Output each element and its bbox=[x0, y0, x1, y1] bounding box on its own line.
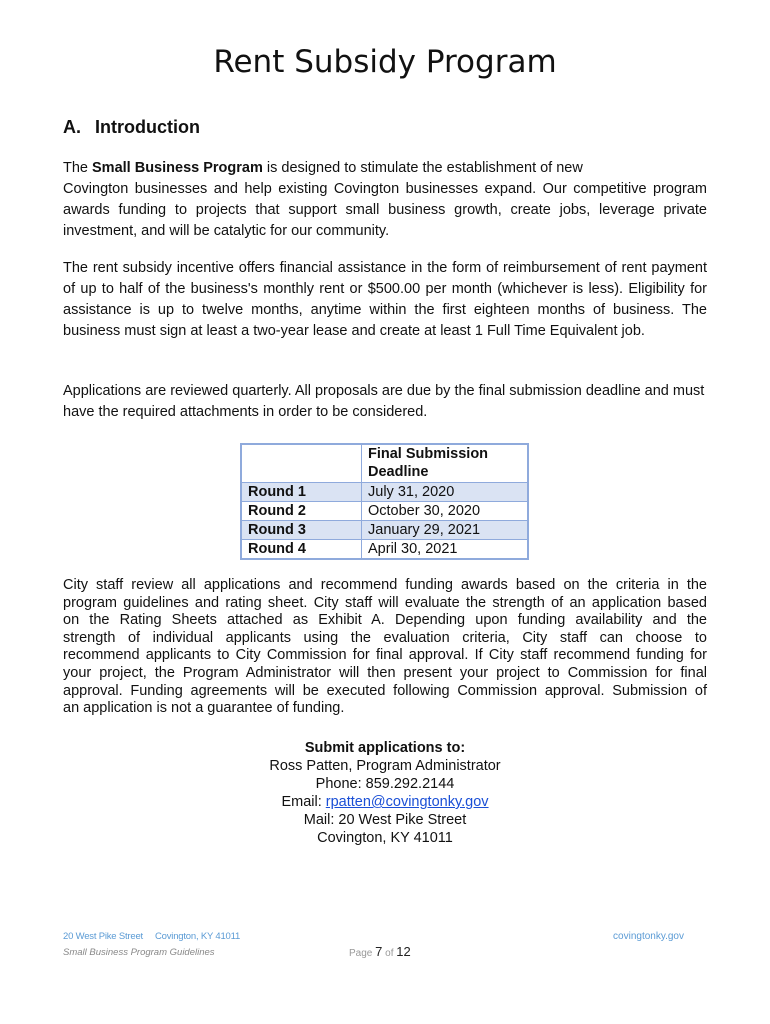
contact-email-line bbox=[0, 793, 770, 811]
page-title: Rent Subsidy Program bbox=[213, 44, 557, 80]
intro-line-4: investment, and will be catalytic for our community. bbox=[63, 223, 390, 239]
rent-subsidy-paragraph: The rent subsidy incentive offers financial assistance in the form of reimbursement of rent payment of up to half of the business's monthly rent or $500.00 per month (whichever is less). Eligibility for assistance is up to twelve months, anytime within the first eighteen months of business. The business must sign at least a two-year lease and create at least 1 Full Time Equivalent job. bbox=[63, 260, 707, 339]
round-cell: Round 2 bbox=[241, 502, 362, 521]
review-line: on the Rating Sheets attached as Exhibit A. Depending upon funding availability and the bbox=[63, 612, 707, 629]
review-line: program guidelines and rating sheet. City staff will evaluate the strength of an application based bbox=[63, 594, 707, 611]
applications-paragraph: Applications are reviewed quarterly. All proposals are due by the final submission deadline and must have the required attachments in order to be considered. bbox=[63, 383, 705, 420]
section-title: Introduction bbox=[95, 117, 200, 137]
review-paragraph bbox=[63, 577, 707, 718]
page-current: 7 bbox=[375, 944, 383, 959]
page-label: Page bbox=[349, 948, 376, 959]
contact-mail: Mail: 20 West Pike Street bbox=[303, 812, 467, 828]
footer-website[interactable]: covingtonky.gov bbox=[613, 931, 684, 942]
page-of-label: of bbox=[382, 948, 397, 959]
intro-paragraph bbox=[63, 158, 707, 242]
footer-address bbox=[63, 931, 240, 942]
table-row bbox=[241, 540, 528, 560]
contact-phone: Phone: 859.292.2144 bbox=[315, 776, 455, 792]
deadline-table bbox=[240, 443, 529, 560]
table-row bbox=[241, 521, 528, 540]
deadline-cell: January 29, 2021 bbox=[362, 521, 529, 540]
intro-line-2: Covington businesses and help existing Covington businesses expand. Our competitive program bbox=[63, 181, 707, 197]
section-number: A. bbox=[63, 117, 81, 137]
round-cell: Round 3 bbox=[241, 521, 362, 540]
footer-city: Covington, KY 41011 bbox=[154, 931, 241, 942]
review-line-last: an application is not a guarantee of funding. bbox=[63, 700, 345, 717]
review-line: City staff review all applications and recommend funding awards based on the criteria in the bbox=[63, 577, 707, 593]
section-heading bbox=[63, 117, 200, 138]
deadline-cell: July 31, 2020 bbox=[362, 483, 529, 502]
contact-name: Ross Patten, Program Administrator bbox=[269, 758, 501, 774]
table-row bbox=[241, 502, 528, 521]
contact-block bbox=[0, 739, 770, 847]
table-row bbox=[241, 483, 528, 502]
deadline-cell: October 30, 2020 bbox=[362, 502, 529, 521]
contact-heading: Submit applications to: bbox=[304, 740, 466, 756]
email-link[interactable]: rpatten@covingtonky.gov bbox=[325, 794, 489, 810]
footer-street: 20 West Pike Street bbox=[63, 931, 143, 942]
round-cell: Round 1 bbox=[241, 483, 362, 502]
table-header-empty bbox=[241, 444, 362, 483]
review-line: recommend applicants to City Commission for final approval. If City staff recommend funding for bbox=[63, 647, 707, 664]
intro-rest: is designed to stimulate the establishment of new bbox=[262, 160, 583, 176]
intro-line-3: awards funding to projects that support small business growth, create jobs, leverage private bbox=[63, 202, 707, 218]
deadline-cell: April 30, 2021 bbox=[362, 540, 529, 560]
table-header-row bbox=[241, 444, 528, 483]
table-header-deadline: Final Submission Deadline bbox=[362, 444, 529, 483]
review-line: strength of individual applicants using the evaluation criteria, City staff can choose to bbox=[63, 629, 707, 646]
footer-subtitle: Small Business Program Guidelines bbox=[63, 947, 215, 958]
round-cell: Round 4 bbox=[241, 540, 362, 560]
contact-city: Covington, KY 41011 bbox=[317, 830, 453, 846]
review-line: your project, the Program Administrator will then present your project to Commission for final bbox=[63, 664, 707, 681]
email-label: Email: bbox=[281, 794, 326, 810]
intro-lead: The bbox=[63, 160, 93, 176]
page-number bbox=[349, 944, 411, 959]
intro-line-1 bbox=[63, 158, 707, 179]
program-name: Small Business Program bbox=[92, 160, 263, 176]
review-line: approval. Funding agreements will be executed following Commission approval. Submission of bbox=[63, 682, 707, 699]
page-total: 12 bbox=[396, 944, 411, 959]
